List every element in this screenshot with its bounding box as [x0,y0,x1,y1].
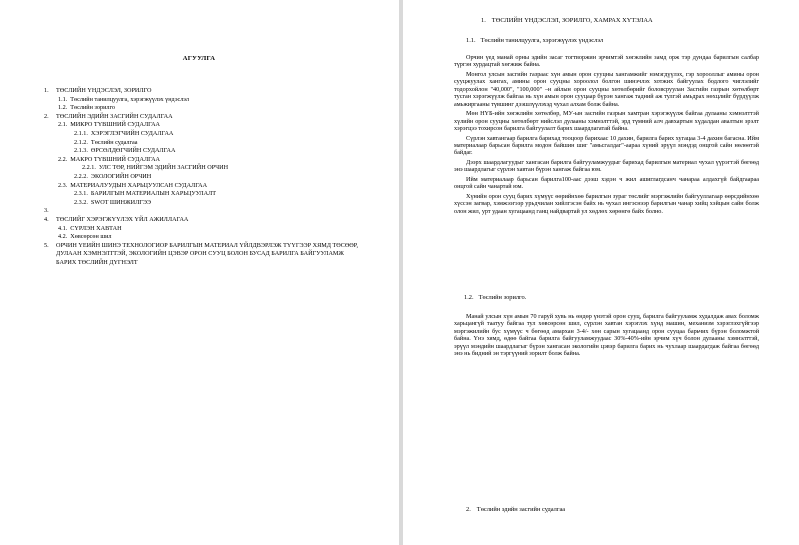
right-page [404,0,799,545]
toc-title: АГУУЛГА [182,55,216,62]
toc-item-number: 4.2. [58,233,68,241]
toc-item-label: Төслийн зорилго [70,104,115,112]
toc-item[interactable] [44,87,364,96]
section-number: 2. [466,506,471,513]
page-divider [399,0,403,545]
toc-item-number: 5. [44,241,49,249]
paragraph: Дээрх шаардлагуудыг хангасан барилга байгууламжуудыг барихад барилгын материал чухал үүрэгтэй бөгөөд энэ шаардлагыг сүрлэн хавтан бүрэн хангаж байгаа юм. [454,159,759,174]
table-of-contents [44,87,364,267]
toc-item[interactable] [44,199,364,208]
toc-item[interactable] [44,182,364,191]
toc-item[interactable] [44,96,364,105]
toc-item-number: 2.1.3. [74,147,88,155]
toc-item-label: ТӨСЛИЙН ҮНДЭСЛЭЛ, ЗОРИЛГО [56,87,152,94]
toc-item-number: 4. [44,215,49,223]
toc-item-number: 1. [44,87,49,94]
toc-item-number: 2.3. [58,181,68,189]
toc-item-label: БАРИЛГЫН МАТЕРИАЛЫН ХАРЬЦУУЛАЛТ [90,190,217,198]
section-number: 1. [481,17,486,24]
toc-item-label: МИКРО ТҮВШНИЙ СУДАЛГАА [70,121,161,129]
toc-item-label: МАТЕРИАЛУУДЫН ХАРЬЦУУЛСАН СУДАЛГАА [70,181,208,189]
toc-item[interactable] [44,139,364,148]
paragraph: Хүнийн орон сууц барих хүмүүс өөрийнхөө барилгын зураг төслийг мэргэжлийн байгууллагаар өөрсдийнхөө хүссэн загвар, хэмжээгээр урьдчилан хийлгэсэн байх нь чухал ингэснээр барилгын чанар хийц хэйцын сайн болж олон жил, урт удаан хугацаанд ганц найдвартай ул хөдлөх хөрөнгө байх болно. [454,193,759,215]
paragraph: Орчин үед манай орны эдийн засаг тогтворжин эрчимтэй хөгжлийн замд орж тэр дундаа барилгын салбар түргэн хурдацтай хөгжиж байна. [454,54,759,69]
section-heading-2 [466,506,565,513]
toc-item-label: ТӨСЛИЙГ ХЭРЭГЖҮҮЛЭХ ҮЙЛ АЖИЛЛАГАА [56,215,189,223]
paragraph: Ийм материалаар барьсан барилга100-аас дээш хэдэн ч жил ашиглагдсанч чанараа алдахгүй байдгаараа онцгой сайн чанартай юм. [454,176,759,191]
toc-item[interactable] [44,207,364,216]
toc-item-number: 2.1.2. [74,138,88,146]
toc-item-label: ОРЧИН ҮЕИЙН ШИНЭ ТЕХНОЛОГИОР БАРИЛГЫН МАТЕРИАЛ ҮЙЛДВЭРЛЭЖ ТҮҮГЭЭР ХЯМД ТӨСӨӨР, ДУЛААН ХЭМНЭЛТТЭЙ, ЭКОЛОГИЙН ЦЭВЭР ОРОН СУУЦ БОЛОН БУСАД БАРИЛГА БАЙГУУЛАМЖ БАРИХ ТӨСЛИЙН ДҮГНЭЛТ [56,241,358,266]
toc-item-number: 2.1.1. [74,129,88,137]
toc-item[interactable] [44,164,364,173]
toc-item[interactable] [44,242,364,268]
section-number: 1.1. [466,37,476,44]
toc-item[interactable] [44,216,364,225]
paragraph: Мөн НҮБ-ийн хөгжлийн хөтөлбөр, МУ-ын засгийн газрын хамтран хэрэгжүүлж байгаа дулааны хэмнэлттэй хүлийн орон сууцны хөтөлбөрт нийслэл дулааны хэмнэлттэй, эрд түмний алч давхартын хүдалдан авалтын эрэлт хэрэгцээ тохирсон барилга байгуулалт барих шаардлагатай байна. [454,110,759,133]
toc-item-label: ХЭРЭГЛЭГЧИЙН СУДАЛГАА [90,129,174,137]
toc-item-label: Хөвсөрсөн шил [70,233,112,241]
toc-item[interactable] [44,130,364,139]
toc-item-label: SWOT ШИНЖИЛГЭЭ [90,198,152,206]
toc-item-label: Төслийн судалгаа [90,138,138,146]
toc-item[interactable] [44,173,364,182]
section-title: Төслийн эдийн засгийн судалгаа [476,506,566,513]
toc-item-number: 2.2.2. [74,172,88,180]
toc-item[interactable] [44,121,364,130]
toc-item[interactable] [44,225,364,234]
toc-item-label: СҮРЛЭН ХАВТАН [70,224,122,232]
left-page [0,0,398,545]
toc-item-number: 2. [44,112,49,120]
section-body-1-2 [454,313,759,360]
section-heading-1 [481,17,653,24]
toc-item-number: 2.2.1. [82,164,96,172]
toc-item-number: 1.1. [58,95,68,103]
toc-item-number: 2.3.1. [74,190,88,198]
toc-item[interactable] [44,233,364,242]
section-number: 1.2. [464,294,474,301]
section-title: ТӨСЛИЙН ҮНДЭСЛЭЛ, ЗОРИЛГО, ХАМРАХ ХҮТЭЛАА [491,17,653,24]
paragraph: Монгол улсын засгийн газраас хүн амын орон сууцны хангамжийг нэмэгдүүлэх, гэр хорооллыг амины орон сууцжуулах хангах, амины орон сууцны хороолол болгон шинэчлэх хотжих байгуулах бодлого чиглэлийг тодорхойлон "40,000", "100,000" –н айлын орон сууцны хөтөлбөрийг боловсруулан Засгийн газрын хөтөлбөрт тусган хэрэгжүүлж байгаа нь хүн амын орон сууцаар бүрэн хангаж тадний аж тулгэй амьдрах нөхцлийг бүрдүүлж амьжиргааны түвшинг дээшлүүлэхэд чухал алхам болж байна. [454,71,759,108]
toc-item[interactable] [44,147,364,156]
toc-item-label: ӨРСӨЛДӨГЧИЙН СУДАЛГАА [90,147,176,155]
toc-item-number: 1.2. [58,104,68,112]
toc-item-label: Төслийн танилцуулга, хэрэгжүүлэх үндэслэл [70,95,189,103]
toc-item[interactable] [44,104,364,113]
toc-item-label: ТӨСЛИЙН ЭДИЙН ЗАСГИЙН СУДАЛГАА [56,112,173,120]
toc-item-number: 2.3.2. [74,198,88,206]
section-title: Төслийн зорилго. [478,294,527,301]
toc-item-number: 3. [44,207,49,215]
paragraph: Сүрлэн хавтангаар барилга барихад тооцоор барихаас 10 дахин, барилга барих хугацаа 3-4 дахин багасна. Ийм материалаар барьсан барилга модон байшин шиг "амьсгалдаг"-аараа хүний эрүүл мэндэд онцгой сайн нөлөөтэй байдаг. [454,134,759,157]
section-body-1-1 [454,54,759,217]
section-heading-1-1 [466,37,603,44]
toc-item-number: 2.2. [58,155,68,163]
toc-item[interactable] [44,190,364,199]
toc-item-number: 4.1. [58,224,68,232]
toc-item-number: 2.1. [58,121,68,129]
toc-item-label: УЛС ТӨР, НИЙГЭМ ЭДИЙН ЗАСГИЙН ОРЧИН [98,164,229,172]
toc-item-label: МАКРО ТҮВШНИЙ СУДАЛГАА [70,155,161,163]
section-title: Төслийн танилцуулга, хэрэгжүүлэх үндэслэл [480,37,604,44]
toc-item-label: ЭКОЛОГИЙН ОРЧИН [90,172,152,180]
paragraph: Манай улсын хүн амын 70 гаруй хувь нь өндөр үнэтэй орон сууц, барилга байгууламж худалдаж авах боломж харьцангүй таатуу байгаа тул хөвсөрсөн шил, сүрлэн хавтан хэрэглэх хүнд машин, механизм хэрэглэхгүйгээр мэргэжилийн бус хүмүүс ч бөгөөд амархан 3-4/- хөн сарын хугацаанд орон сууцаа барьчих бүрэн боломжтой байна. Үнэ хямд, өдөө байгаа барилга байгууламжуудаас 30%-40%-ийн эрчим хүч болон дулааны хэмнэлттэй, эрүүл мэндийн шаардлагыг бүрэн хангасан экологийн цэвэр барилга барих нь чухлаар шаардагдаж байгаа бөгөөд энэ нь бидний эн тэргүүний зорилт болж байна. [454,313,759,358]
section-heading-1-2 [464,294,526,301]
